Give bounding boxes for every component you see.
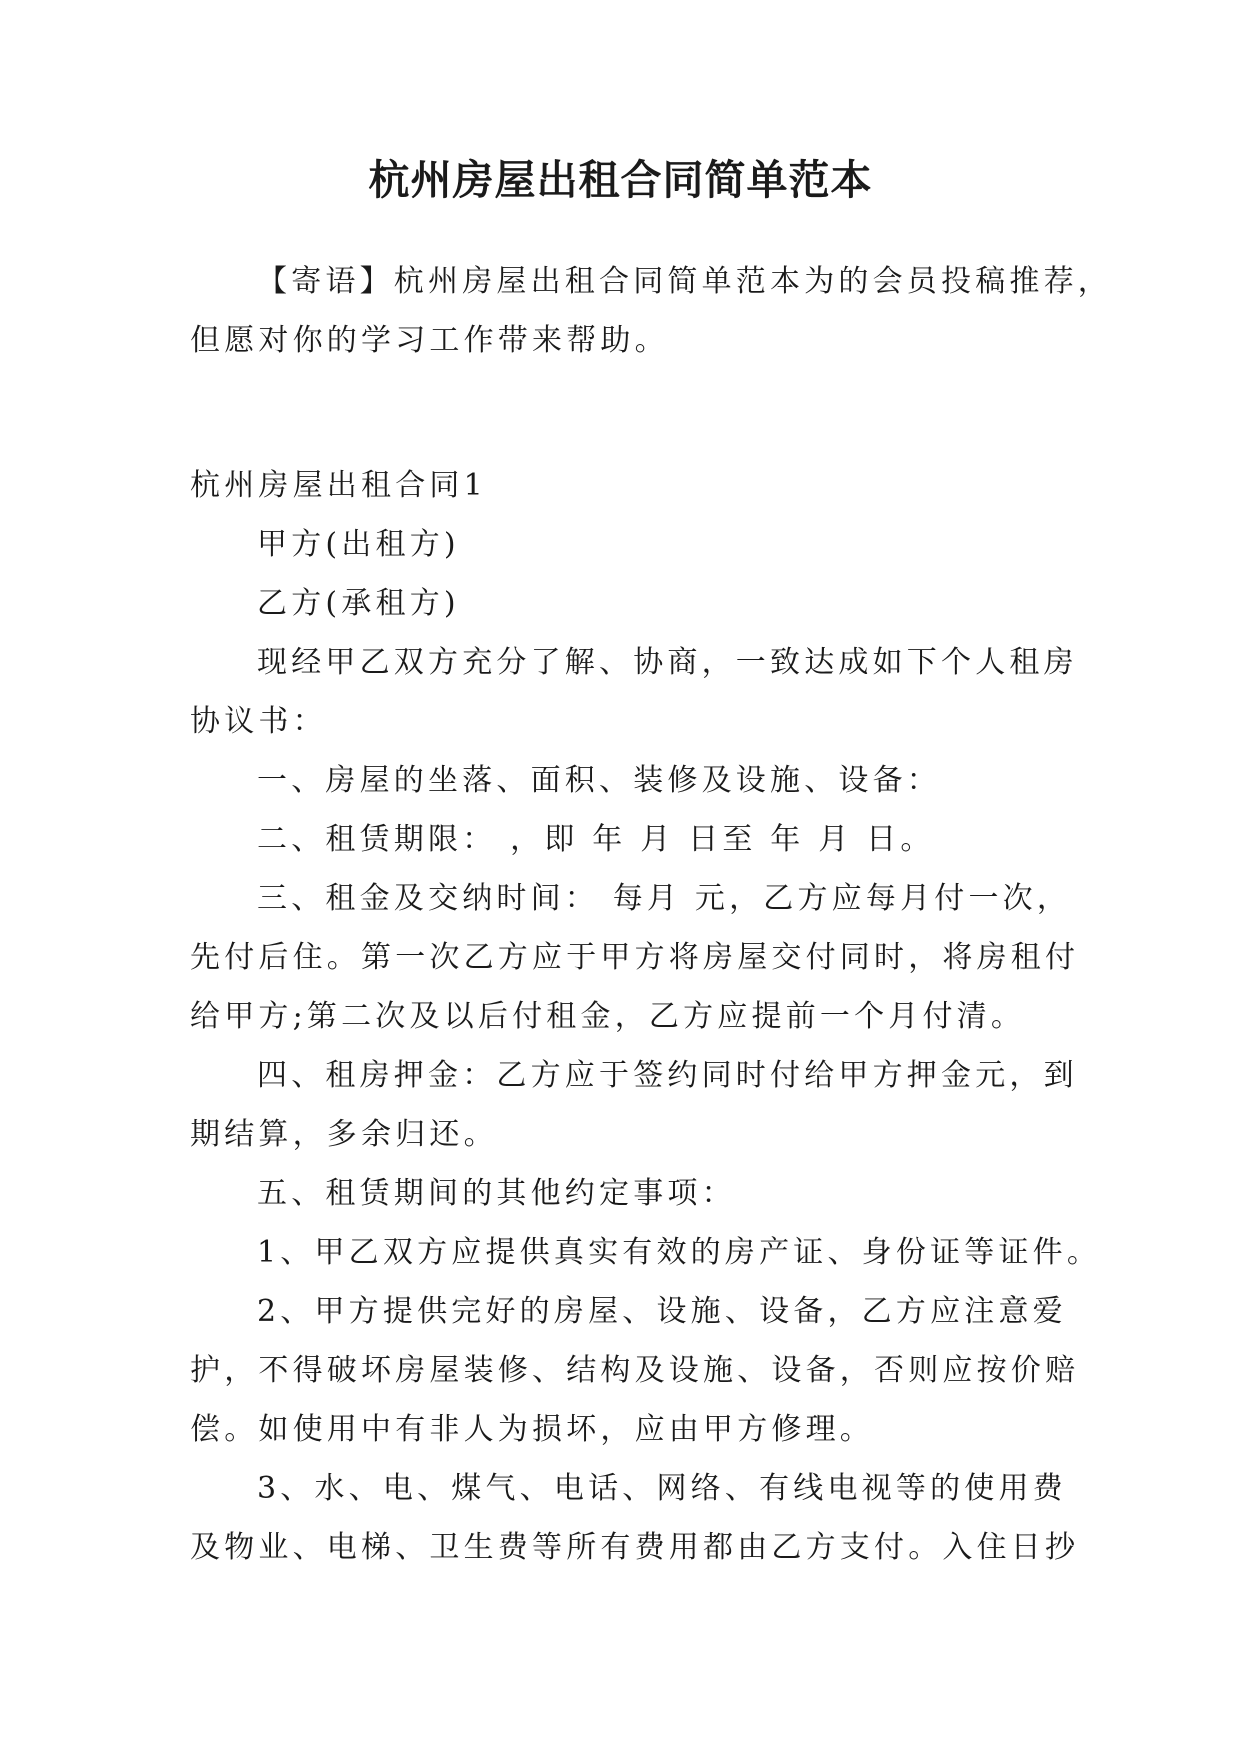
clause-2: 二、租赁期限： ，即 年 月 日至 年 月 日。 [257, 822, 935, 857]
intro-line-1: 【寄语】杭州房屋出租合同简单范本为的会员投稿推荐， [257, 264, 1112, 299]
document-title: 杭州房屋出租合同简单范本 [368, 156, 873, 204]
agreement-intro-line-2: 协议书： [190, 704, 327, 739]
party-b-line: 乙方(承租方) [257, 586, 460, 621]
party-a-line: 甲方(出租方) [257, 527, 460, 562]
clause-4-line-1: 四、租房押金：乙方应于签约同时付给甲方押金元，到 [257, 1058, 1078, 1093]
clause-5-heading: 五、租赁期间的其他约定事项： [257, 1176, 736, 1211]
item-2-line-3: 偿。如使用中有非人为损坏，应由甲方修理。 [190, 1412, 874, 1447]
item-3-line-1: 3、水、电、煤气、电话、网络、有线电视等的使用费 [257, 1471, 1067, 1506]
clause-4-line-2: 期结算，多余归还。 [190, 1117, 498, 1152]
agreement-intro-line-1: 现经甲乙双方充分了解、协商，一致达成如下个人租房 [257, 645, 1078, 680]
section-heading: 杭州房屋出租合同1 [190, 468, 487, 503]
item-2-line-2: 护，不得破坏房屋装修、结构及设施、设备，否则应按价赔 [190, 1353, 1080, 1388]
clause-3-line-3: 给甲方;第二次及以后付租金，乙方应提前一个月付清。 [190, 999, 1026, 1034]
item-2-line-1: 2、甲方提供完好的房屋、设施、设备，乙方应注意爱 [257, 1294, 1067, 1329]
item-3-line-2: 及物业、电梯、卫生费等所有费用都由乙方支付。入住日抄 [190, 1530, 1080, 1565]
item-1: 1、甲乙双方应提供真实有效的房产证、身份证等证件。 [257, 1235, 1102, 1270]
clause-3-line-2: 先付后住。第一次乙方应于甲方将房屋交付同时，将房租付 [190, 940, 1080, 975]
intro-line-2: 但愿对你的学习工作带来帮助。 [190, 323, 669, 358]
clause-3-line-1: 三、租金及交纳时间： 每月 元，乙方应每月付一次， [257, 881, 1072, 916]
clause-1: 一、房屋的坐落、面积、装修及设施、设备： [257, 763, 941, 798]
